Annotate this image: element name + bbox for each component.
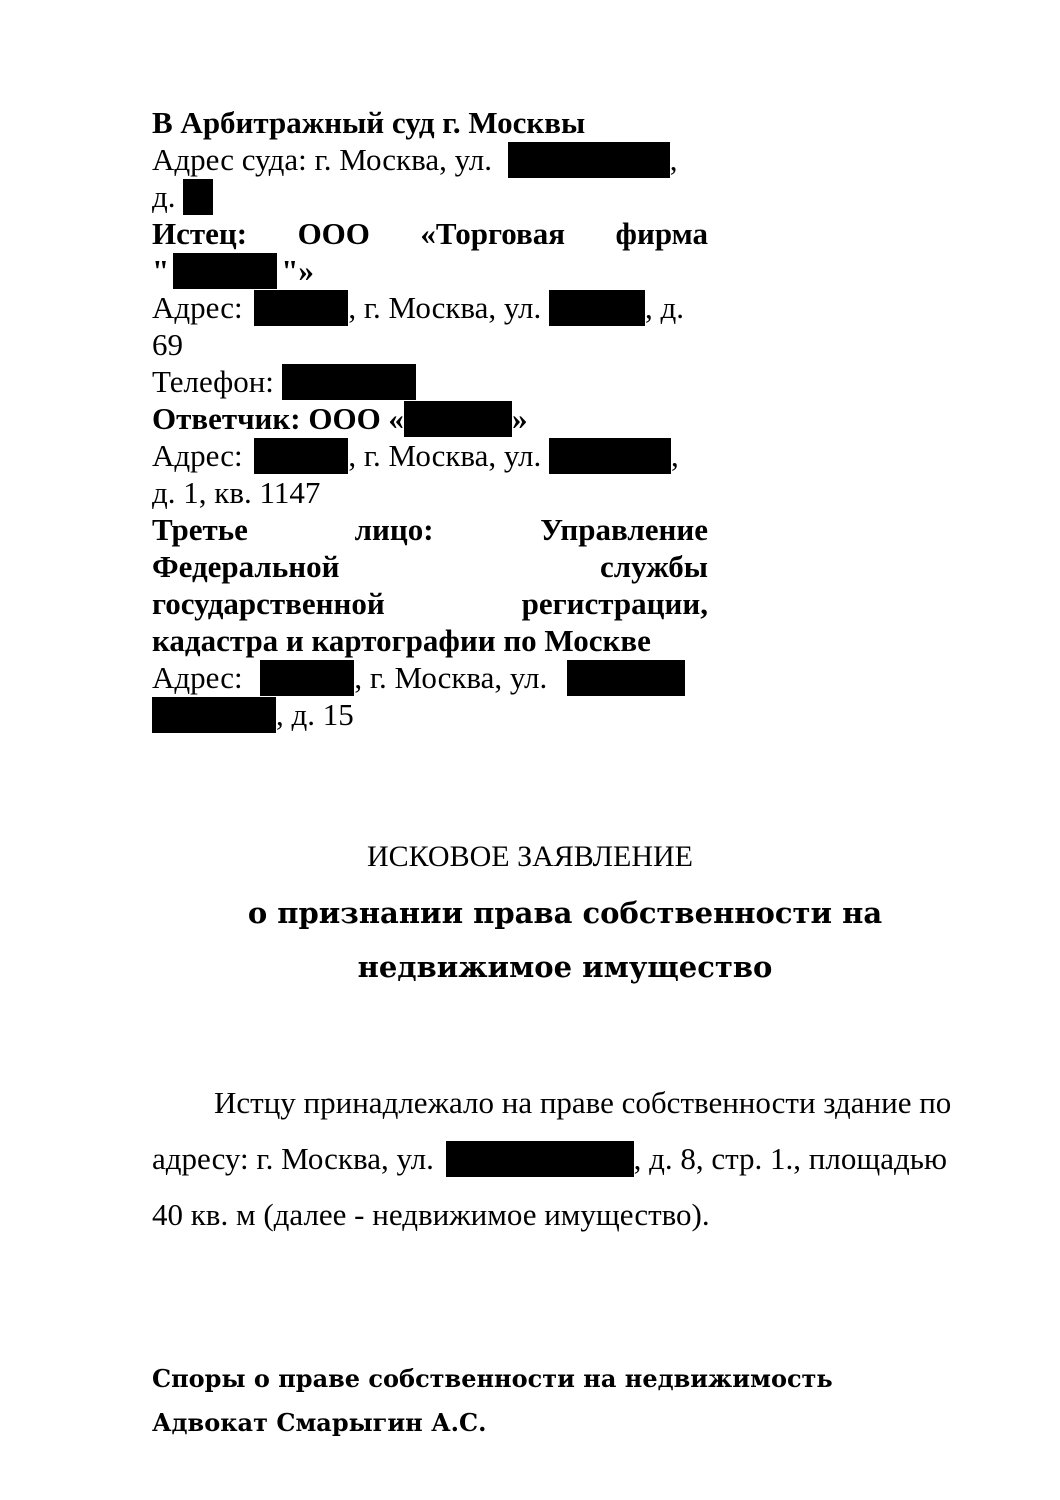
document-subtitle-line1: о признании права собственности на bbox=[247, 896, 883, 930]
redaction-box bbox=[549, 290, 645, 326]
footer-topic: Споры о праве собственности на недвижимость bbox=[152, 1364, 833, 1393]
third-party-line1: Третье лицо: Управление bbox=[152, 512, 708, 547]
document-subtitle-line2: недвижимое имущество bbox=[357, 950, 773, 984]
redaction-box bbox=[152, 697, 276, 733]
plaintiff-house: 69 bbox=[152, 327, 183, 362]
defendant-address: Адрес: , г. Москва, ул. , bbox=[152, 438, 679, 473]
third-party-line4: кадастра и картографии по Москве bbox=[152, 623, 651, 658]
redaction-box bbox=[508, 142, 670, 178]
third-party-address-line2: , д. 15 bbox=[152, 696, 354, 733]
plaintiff-name: " "» bbox=[152, 253, 314, 288]
court-house: д. bbox=[152, 178, 213, 215]
footer-author: Адвокат Смарыгин А.С. bbox=[152, 1408, 487, 1437]
third-party-line3: государственной регистрации, bbox=[152, 586, 708, 621]
redaction-box bbox=[173, 253, 277, 289]
third-party-address: Адрес: , г. Москва, ул. bbox=[152, 659, 685, 696]
redaction-box bbox=[446, 1141, 634, 1177]
redaction-box bbox=[404, 401, 512, 437]
phone-line: Телефон: bbox=[152, 363, 416, 400]
court-name: В Арбитражный суд г. Москвы bbox=[152, 105, 586, 140]
redaction-box bbox=[254, 290, 348, 326]
redaction-box bbox=[260, 660, 354, 696]
redaction-box bbox=[567, 660, 685, 696]
body-paragraph-line2: адресу: г. Москва, ул. , д. 8, стр. 1., площадью bbox=[152, 1141, 948, 1176]
body-paragraph-line3: 40 кв. м (далее - недвижимое имущество). bbox=[152, 1197, 710, 1232]
redaction-box bbox=[254, 438, 348, 474]
court-address: Адрес суда: г. Москва, ул. , bbox=[152, 142, 678, 177]
redaction-box bbox=[549, 438, 671, 474]
defendant-address-line2: д. 1, кв. 1147 bbox=[152, 475, 321, 510]
third-party-line2: Федеральной службы bbox=[152, 549, 708, 584]
document-title: ИСКОВОЕ ЗАЯВЛЕНИЕ bbox=[366, 840, 693, 873]
plaintiff-line: Истец: ООО «Торговая фирма bbox=[152, 216, 709, 251]
defendant-line: Ответчик: ООО « » bbox=[152, 401, 528, 436]
plaintiff-address: Адрес: , г. Москва, ул. , д. bbox=[152, 290, 685, 325]
body-paragraph-line1: Истцу принадлежало на праве собственности здание по bbox=[214, 1085, 952, 1120]
redaction-box bbox=[282, 364, 416, 400]
redaction-box bbox=[183, 179, 213, 215]
